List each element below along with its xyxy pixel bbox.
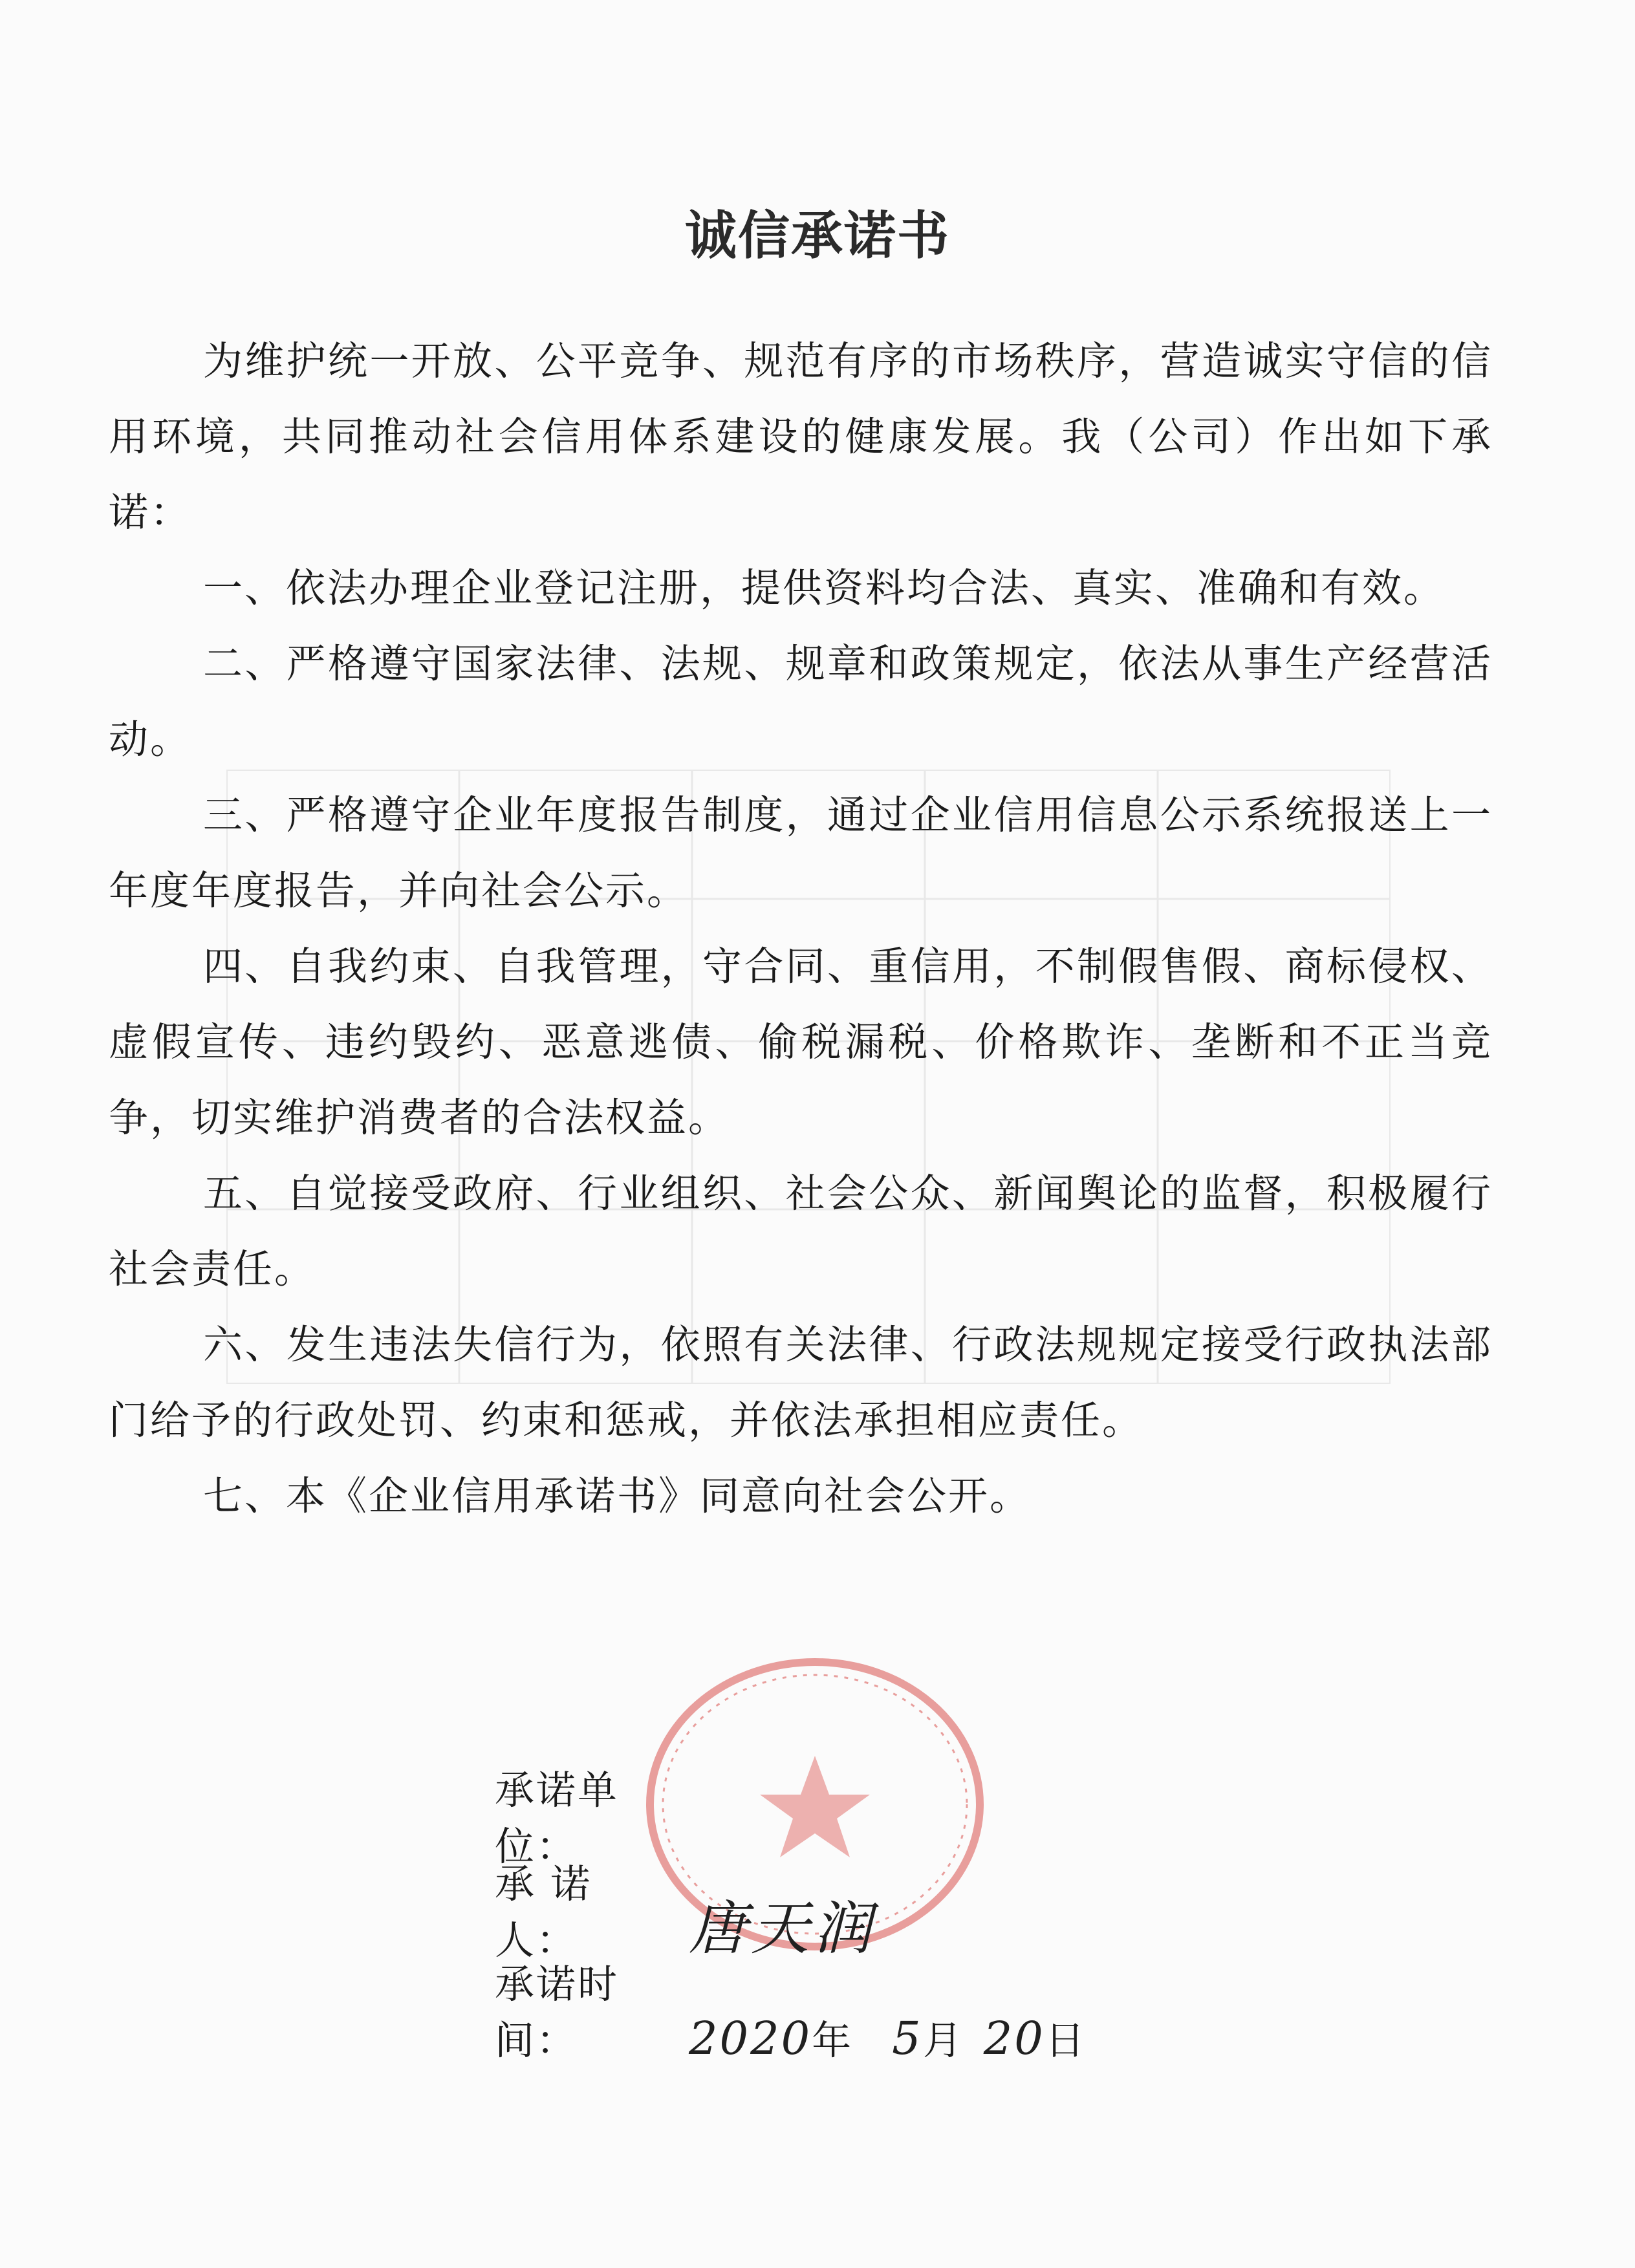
- signature-person-label: 承 诺 人：: [495, 1861, 592, 1963]
- document-body: [109, 323, 1493, 1534]
- clause-6: 六、发生违法失信行为，依照有关法律、行政法规规定接受行政执法部门给予的行政处罚、约束和惩戒，并依法承担相应责任。: [109, 1322, 1493, 1443]
- signature-date-row: [495, 1953, 1087, 2066]
- handwritten-signature: 唐天润: [689, 1895, 875, 1963]
- date-day-char: 日: [1045, 2018, 1087, 2064]
- clause-1: 一、依法办理企业登记注册，提供资料均合法、真实、准确和有效。: [203, 565, 1446, 611]
- clause-7: 七、本《企业信用承诺书》同意向社会公开。: [203, 1473, 1032, 1519]
- signature-unit-label: 承诺单位：: [495, 1767, 620, 1870]
- signature-date-label: 承诺时间：: [495, 1961, 620, 2064]
- clause-2: 二、严格遵守国家法律、法规、规章和政策规定，依法从事生产经营活动。: [109, 641, 1493, 762]
- clause-3: 三、严格遵守企业年度报告制度，通过企业信用信息公示系统报送上一年度年度报告，并向社会公示。: [109, 792, 1493, 914]
- page-title: 诚信承诺书: [685, 206, 950, 266]
- date-month-char: 月: [922, 2018, 964, 2064]
- date-year: 2020: [689, 2012, 812, 2065]
- clause-5: 五、自觉接受政府、行业组织、社会公众、新闻舆论的监督，积极履行社会责任。: [109, 1171, 1493, 1292]
- date-month: 5: [892, 2012, 923, 2065]
- clause-4: 四、自我约束、自我管理，守合同、重信用，不制假售假、商标侵权、虚假宣传、违约毁约、恶意逃债、偷税漏税、价格欺诈、垄断和不正当竞争，切实维护消费者的合法权益。: [109, 944, 1493, 1141]
- date-day: 20: [983, 2012, 1045, 2065]
- intro-paragraph: 为维护统一开放、公平竞争、规范有序的市场秩序，营造诚实守信的信用环境，共同推动社会信用体系建设的健康发展。我（公司）作出如下承诺：: [109, 338, 1493, 535]
- date-year-char: 年: [812, 2018, 854, 2064]
